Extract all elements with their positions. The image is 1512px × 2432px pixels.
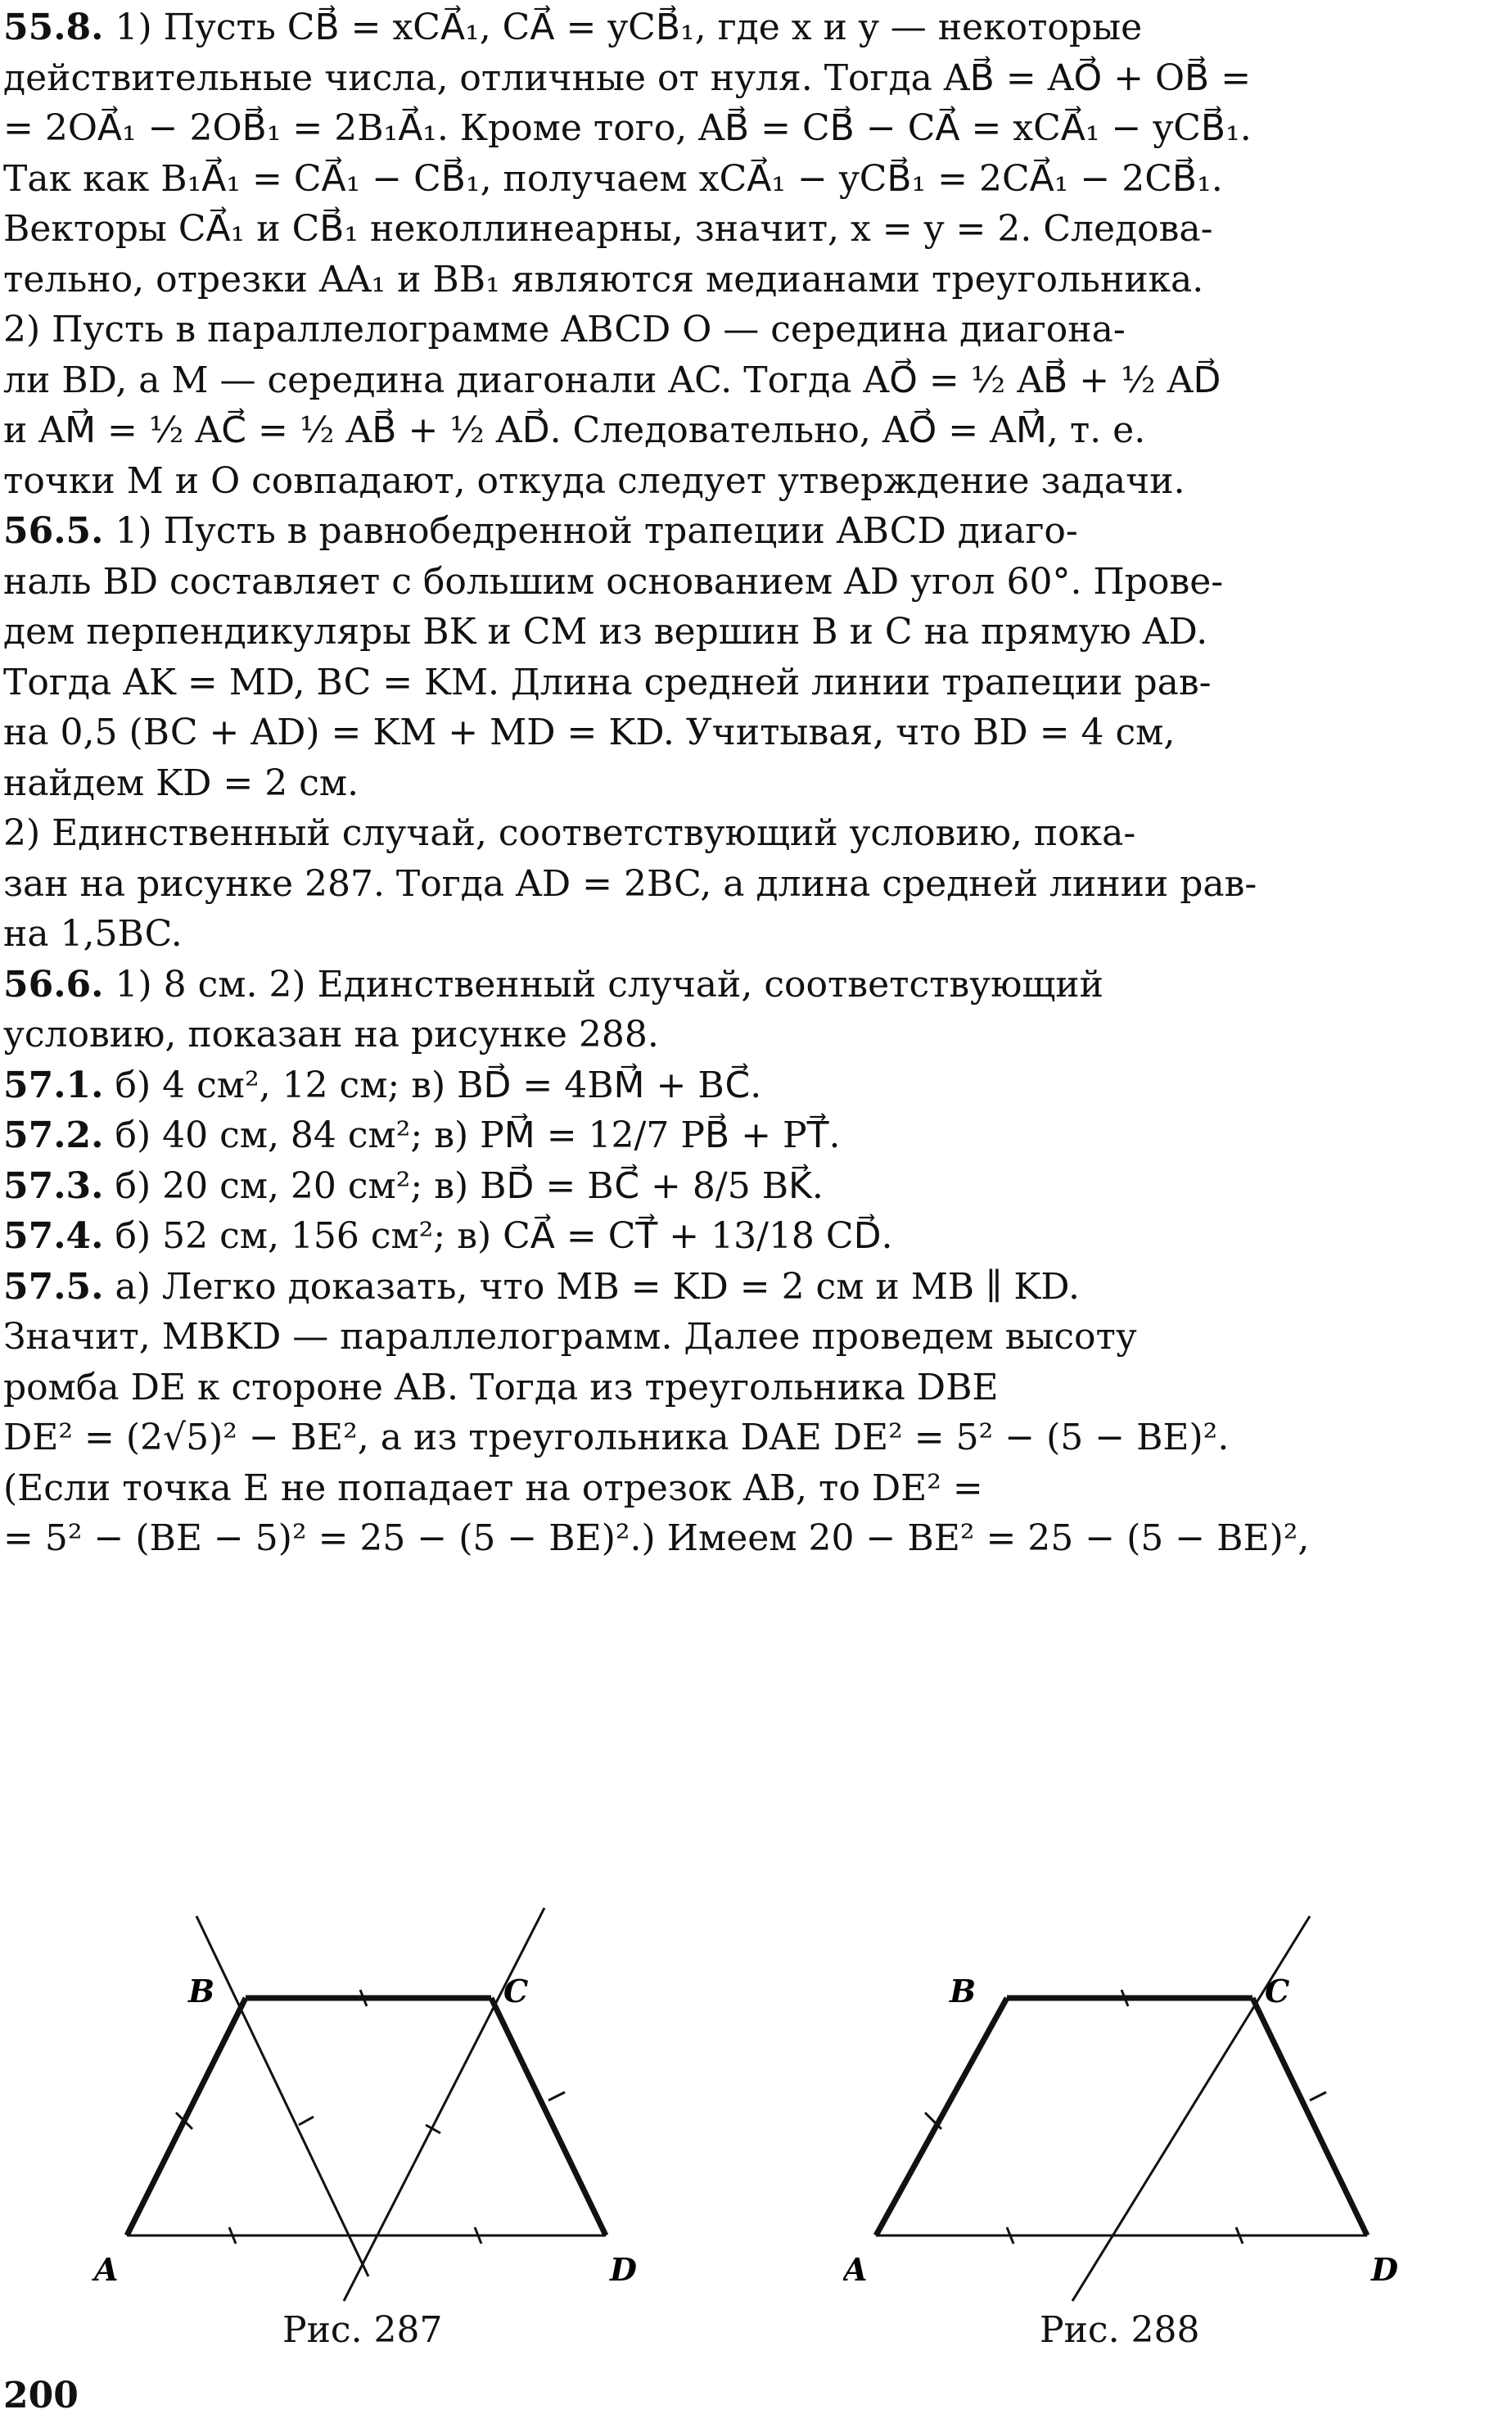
line-text: 1) 8 см. 2) Единственный случай, соответствующий (103, 963, 1104, 1006)
text-line (3, 1313, 1469, 1362)
line-text: 2) Единственный случай, соответствующий условию, пока- (3, 812, 1136, 854)
line-text: б) 20 см, 20 см²; в) BD⃗ = BC⃗ + 8/5 BK⃗. (103, 1164, 824, 1207)
problem-number: 56.6. (3, 963, 104, 1006)
line-text: 2) Пусть в параллелограмме ABCD O — середина диагона- (3, 309, 1126, 350)
text-line (3, 3, 1469, 52)
text-line (3, 54, 1469, 103)
figure-288 (843, 1892, 1433, 2317)
fig288-label-a: A (843, 2251, 868, 2288)
line-text: = 5² − (BE − 5)² = 25 − (5 − BE)².) Имеем 20 − BE² = 25 − (5 − BE)², (3, 1517, 1310, 1559)
line-text: на 1,5BC. (3, 913, 183, 955)
line-text: 1) Пусть в равнобедренной трапеции ABCD диаго- (103, 510, 1078, 552)
text-line (3, 658, 1469, 707)
fig288-caption: Рис. 288 (1040, 2309, 1200, 2351)
line-text: 1) Пусть CB⃗ = xCA⃗₁, CA⃗ = yCB⃗₁, где x и y — некоторые (103, 7, 1143, 48)
fig287-side-ab (127, 1998, 246, 2235)
page-number: 200 (3, 2375, 79, 2416)
problem-number: 57.2. (3, 1114, 104, 1156)
text-line (3, 1363, 1469, 1413)
line-text: Так как B₁A⃗₁ = CA⃗₁ − CB⃗₁, получаем xCA⃗₁ − yCB⃗₁ = 2CA⃗₁ − 2CB⃗₁. (3, 157, 1223, 200)
line-text: зан на рисунке 287. Тогда AD = 2BC, а длина средней линии рав- (3, 862, 1257, 905)
problem-number: 55.8. (3, 7, 104, 48)
fig288-side-ab (876, 1998, 1007, 2235)
problem-number: 56.5. (3, 510, 104, 552)
text-line (3, 1010, 1469, 1060)
text-line (3, 255, 1469, 305)
text-line (3, 1061, 1469, 1110)
fig288-label-b: B (950, 1973, 977, 2009)
line-text: ли BD, а M — середина диагонали AC. Тогда AO⃗ = ½ AB⃗ + ½ AD⃗ (3, 359, 1221, 401)
line-text: б) 4 см², 12 см; в) BD⃗ = 4BM⃗ + BC⃗. (103, 1064, 762, 1106)
text-line (3, 356, 1469, 405)
text-line (3, 1413, 1469, 1462)
text-line (3, 1514, 1469, 1563)
line-text: наль BD составляет с большим основанием AD угол 60°. Прове- (3, 560, 1224, 603)
text-line (3, 961, 1469, 1010)
line-text: и AM⃗ = ½ AC⃗ = ½ AB⃗ + ½ AD⃗. Следовательно, AO⃗ = AM⃗, т. е. (3, 409, 1146, 451)
problem-number: 57.3. (3, 1164, 104, 1207)
text-line (3, 558, 1469, 607)
line-text: (Если точка E не попадает на отрезок AB, то DE² = (3, 1467, 983, 1509)
fig288-label-d: D (1371, 2251, 1398, 2288)
problem-number: 57.4. (3, 1215, 104, 1257)
line-text: тельно, отрезки AA₁ и BB₁ являются медианами треугольника. (3, 258, 1204, 301)
text-line (3, 155, 1469, 204)
text-line (3, 1162, 1469, 1211)
fig287-side-cd (491, 1998, 606, 2235)
line-text: Значит, MBKD — параллелограмм. Далее проведем высоту (3, 1316, 1137, 1358)
text-line (3, 608, 1469, 657)
text-line (3, 507, 1469, 556)
line-text: а) Легко доказать, что MB = KD = 2 см и MB ∥ KD. (103, 1265, 1080, 1308)
text-line (3, 1111, 1469, 1160)
text-line (3, 1464, 1469, 1513)
fig287-label-d: D (610, 2251, 637, 2288)
line-text: ромба DE к стороне AB. Тогда из треугольника DBE (3, 1366, 999, 1408)
fig288-label-c: C (1265, 1973, 1290, 2009)
line-text: на 0,5 (BC + AD) = KM + MD = KD. Учитывая, что BD = 4 см, (3, 712, 1176, 753)
text-line (3, 457, 1469, 506)
text-line (3, 1212, 1469, 1261)
fig287-caption: Рис. 287 (282, 2309, 443, 2351)
line-text: б) 40 см, 84 см²; в) PM⃗ = 12/7 PB⃗ + PT⃗. (103, 1114, 841, 1156)
fig287-label-a: A (94, 2251, 119, 2288)
line-text: дем перпендикуляры BK и CM из вершин B и C на прямую AD. (3, 611, 1208, 653)
text-line (3, 708, 1469, 757)
text-line (3, 205, 1469, 254)
line-text: найдем KD = 2 см. (3, 762, 359, 804)
text-line (3, 1263, 1469, 1312)
line-text: условию, показан на рисунке 288. (3, 1014, 659, 1056)
line-text: Векторы CA⃗₁ и CB⃗₁ неколлинеарны, значит, x = y = 2. Следова- (3, 208, 1213, 250)
text-line (3, 910, 1469, 959)
line-text: DE² = (2√5)² − BE², а из треугольника DAE DE² = 5² − (5 − BE)². (3, 1417, 1230, 1458)
text-line (3, 104, 1469, 153)
fig287-label-c: C (503, 1973, 529, 2009)
fig287-line-left (196, 1916, 368, 2276)
text-line (3, 759, 1469, 808)
text-line (3, 305, 1469, 355)
fig287-label-b: B (188, 1973, 215, 2009)
fig288-side-cd (1252, 1998, 1367, 2235)
fig287-line-right (344, 1908, 544, 2301)
line-text: = 2OA⃗₁ − 2OB⃗₁ = 2B₁A⃗₁. Кроме того, AB⃗ = CB⃗ − CA⃗ = xCA⃗₁ − yCB⃗₁. (3, 107, 1252, 149)
text-line (3, 860, 1469, 909)
line-text: точки M и O совпадают, откуда следует утверждение задачи. (3, 459, 1185, 502)
text-line (3, 406, 1469, 455)
line-text: б) 52 см, 156 см²; в) CA⃗ = CT⃗ + 13/18 CD⃗. (103, 1215, 893, 1257)
line-text: Тогда AK = MD, BC = KM. Длина средней линии трапеции рав- (3, 661, 1212, 703)
figure-287 (82, 1892, 671, 2317)
problem-number: 57.5. (3, 1265, 104, 1308)
text-line (3, 809, 1469, 858)
line-text: действительные числа, отличные от нуля. Тогда AB⃗ = AO⃗ + OB⃗ = (3, 57, 1252, 99)
problem-number: 57.1. (3, 1064, 104, 1106)
